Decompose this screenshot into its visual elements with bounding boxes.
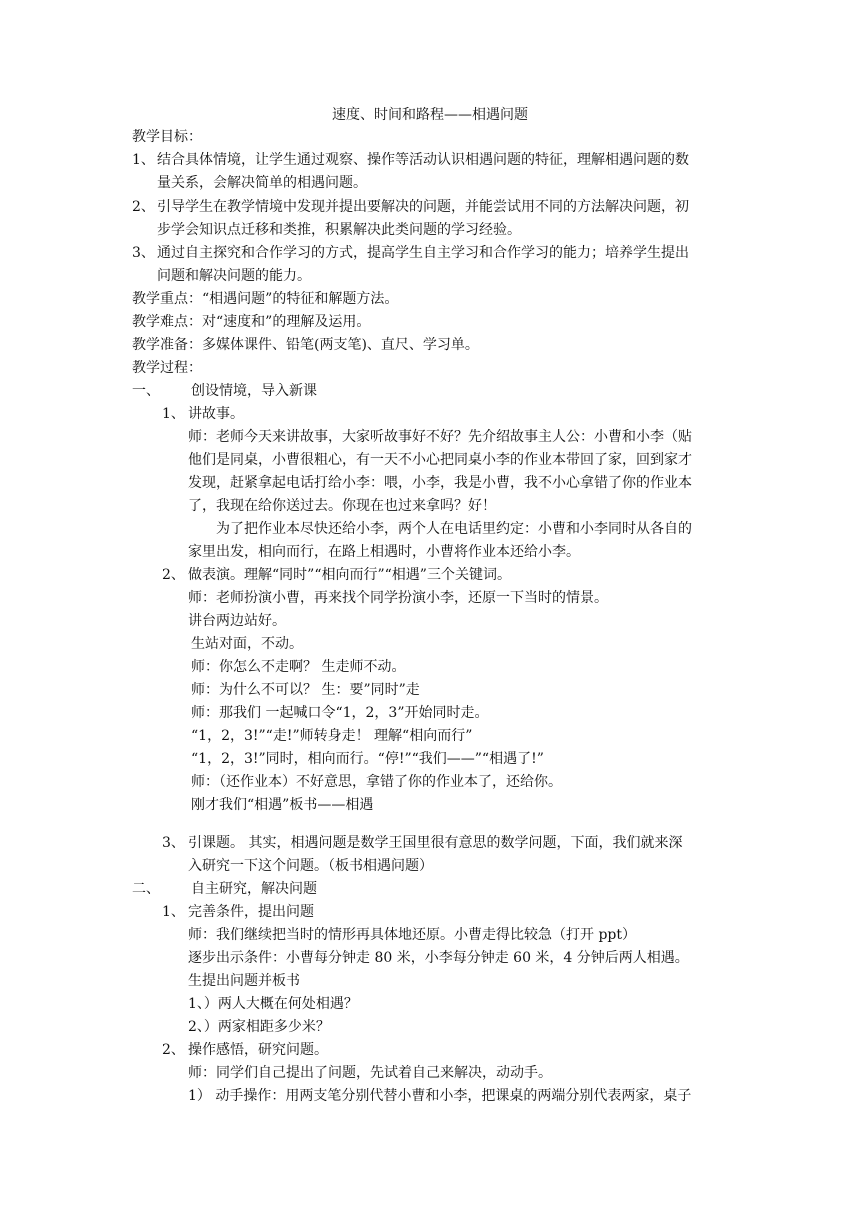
paragraph-line: 入研究一下这个问题。（板书相遇问题） [188, 858, 433, 874]
paragraph-line: 讲台两边站好。 [188, 613, 286, 629]
paragraph-line: 师：你怎么不走啊？ 生走师不动。 [191, 659, 406, 675]
section-number: 一、 [132, 383, 160, 399]
paragraph-line: 了，我现在给你送过去。你现在也过来拿吗？好！ [188, 498, 496, 514]
section-title: 创设情境，导入新课 [191, 383, 317, 399]
item-title: 做表演。理解“同时”“相向而行”“相遇”三个关键词。 [188, 567, 511, 583]
paragraph-line: 他们是同桌，小曹很粗心，有一天不小心把同桌小李的作业本带回了家，回到家才 [188, 452, 692, 468]
paragraph-line: 师：同学们自己提出了问题，先试着自己来解决，动动手。 [188, 1065, 552, 1081]
preparation: 教学准备：多媒体课件、铅笔(两支笔)、直尺、学习单。 [132, 337, 479, 353]
item-title: 操作感悟，研究问题。 [188, 1042, 328, 1058]
goal-text: 步学会知识点迁移和类推，积累解决此类问题的学习经验。 [157, 222, 521, 238]
paragraph-line: 师：（还作业本）不好意思，拿错了你的作业本了，还给你。 [191, 774, 562, 790]
paragraph-line: 师：为什么不可以？ 生：要”同时”走 [191, 682, 420, 698]
paragraph-line: 师：老师今天来讲故事，大家听故事好不好？先介绍故事主人公：小曹和小李（贴 [188, 429, 692, 445]
paragraph-line: “1，2，3!”“走!”师转身走！ 理解“相向而行” [191, 728, 473, 744]
document-title: 速度、时间和路程——相遇问题 [332, 107, 528, 123]
item-number: 1、 [162, 406, 185, 422]
section-number: 二、 [132, 881, 160, 897]
paragraph-line: 引课题。 其实，相遇问题是数学王国里很有意思的数学问题，下面，我们就来深 [188, 835, 683, 851]
goal-text: 量关系，会解决简单的相遇问题。 [157, 175, 367, 191]
paragraph-line: 生站对面，不动。 [191, 636, 303, 652]
paragraph-line: 家里出发，相向而行，在路上相遇时，小曹将作业本还给小李。 [188, 544, 580, 560]
goals-heading: 教学目标： [132, 129, 202, 145]
section-title: 自主研究，解决问题 [191, 881, 317, 897]
item-title: 完善条件，提出问题 [188, 904, 314, 920]
goal-text: 结合具体情境，让学生通过观察、操作等活动认识相遇问题的特征，理解相遇问题的数 [157, 152, 689, 168]
paragraph-line: 1、）两人大概在何处相遇？ [188, 996, 358, 1012]
paragraph-line: 师：那我们 一起喊口令“1，2，3”开始同时走。 [191, 705, 489, 721]
goal-text: 问题和解决问题的能力。 [157, 268, 311, 284]
paragraph-line: 逐步出示条件：小曹每分钟走 80 米，小李每分钟走 60 米，4 分钟后两人相遇。 [188, 950, 689, 966]
difficulty: 教学难点：对“速度和”的理解及运用。 [132, 314, 371, 330]
paragraph-line: 发现，赶紧拿起电话打给小李：喂，小李，我是小曹，我不小心拿错了你的作业本 [188, 475, 692, 491]
paragraph-line: 师：老师扮演小曹，再来找个同学扮演小李，还原一下当时的情景。 [188, 590, 608, 606]
paragraph-line: “1，2，3!”同时，相向而行。“停!”“我们——”“相遇了!” [191, 751, 544, 767]
item-number: 2、 [162, 1042, 185, 1058]
paragraph-line: 2、）两家相距多少米？ [188, 1019, 330, 1035]
paragraph-line: 生提出问题并板书 [188, 973, 300, 989]
item-title: 讲故事。 [188, 406, 244, 422]
goal-number: 2、 [132, 199, 155, 215]
item-number: 3、 [162, 835, 185, 851]
paragraph-line: 师：我们继续把当时的情形再具体地还原。小曹走得比较急（打开 ppt） [188, 927, 636, 943]
item-number: 2、 [162, 567, 185, 583]
paragraph-line: 刚才我们“相遇”板书——相遇 [191, 797, 374, 813]
goal-text: 引导学生在教学情境中发现并提出要解决的问题，并能尝试用不同的方法解决问题，初 [157, 199, 689, 215]
goal-number: 3、 [132, 245, 155, 261]
goal-number: 1、 [132, 152, 155, 168]
item-number: 1、 [162, 904, 185, 920]
paragraph-line: 1） 动手操作：用两支笔分别代替小曹和小李，把课桌的两端分别代表两家，桌子 [188, 1088, 692, 1104]
process-heading: 教学过程： [132, 360, 202, 376]
goal-text: 通过自主探究和合作学习的方式，提高学生自主学习和合作学习的能力；培养学生提出 [157, 245, 689, 261]
paragraph-line: 为了把作业本尽快还给小李，两个人在电话里约定：小曹和小李同时从各自的 [216, 521, 692, 537]
key-point: 教学重点：“相遇问题”的特征和解题方法。 [132, 291, 399, 307]
